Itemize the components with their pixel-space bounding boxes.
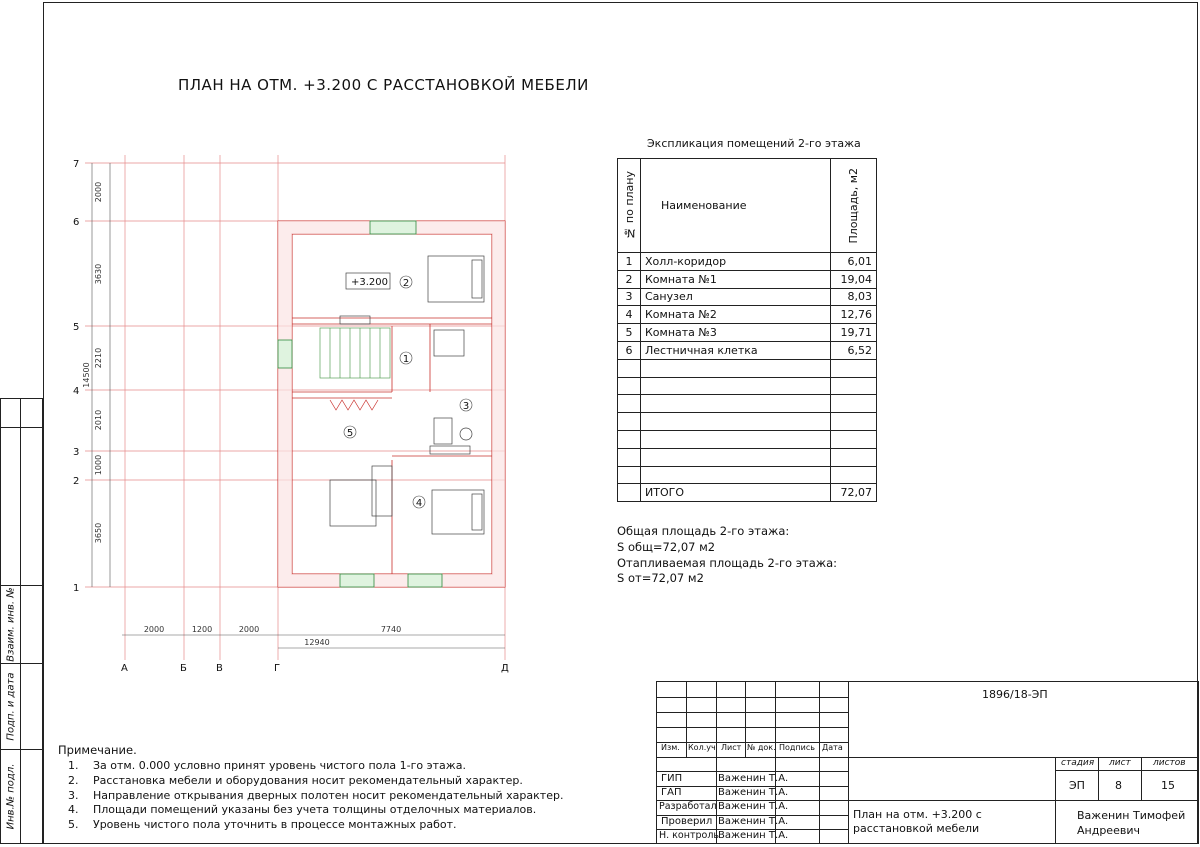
- table-row: 1 Холл-коридор 6,01: [618, 253, 877, 271]
- stairs: [320, 328, 390, 378]
- sheets-value: 15: [1161, 779, 1175, 792]
- role-name: Важенин Т.А.: [718, 801, 789, 812]
- role-name: Важенин Т.А.: [718, 830, 789, 841]
- role-label: Проверил: [661, 816, 713, 827]
- drawing-code: 1896/18-ЭП: [982, 688, 1048, 701]
- vertical-dims: [82, 182, 103, 543]
- room-number: 5: [346, 428, 354, 439]
- role-label: ГИП: [661, 773, 683, 784]
- heated-area-label: Отапливаемая площадь 2-го этажа:: [617, 556, 838, 570]
- table-row: 4 Комната №2 12,76: [618, 306, 877, 324]
- role-label: ГАП: [661, 787, 682, 798]
- table-row-empty: [618, 377, 877, 395]
- side-stamp-sign: [0, 663, 43, 750]
- axis-label: 1: [73, 583, 80, 594]
- header-cell: Подпись: [779, 743, 815, 752]
- table-row: 2 Комната №1 19,04: [618, 270, 877, 288]
- side-stamp-label: Подп. и дата: [5, 672, 17, 741]
- role-name: Важенин Т.А.: [718, 787, 789, 798]
- sheets-label: листов: [1153, 758, 1186, 768]
- author: Важенин Тимофей Андреевич: [1077, 809, 1186, 837]
- heated-area-value: S от=72,07 м2: [617, 571, 704, 585]
- axis-label: Б: [180, 663, 187, 674]
- total-area-label: Общая площадь 2-го этажа:: [617, 524, 790, 538]
- page-title: ПЛАН НА ОТМ. +3.200 С РАССТАНОВКОЙ МЕБЕЛИ: [178, 76, 589, 94]
- axis-label: 3: [73, 447, 80, 458]
- header-cell: Дата: [822, 743, 843, 752]
- axis-label: 7: [73, 159, 80, 170]
- table-row-empty: [618, 448, 877, 466]
- axis-label: Г: [274, 663, 281, 674]
- dim-label: 1200: [191, 625, 213, 634]
- sheet-title: План на отм. +3.200 с расстановкой мебели: [853, 808, 982, 835]
- title-block: [656, 681, 1199, 844]
- dim-label: 2000: [143, 625, 165, 634]
- dim-label-overall: 12940: [304, 638, 330, 647]
- role-name: Важенин Т.А.: [718, 773, 789, 784]
- axis-label: В: [216, 663, 223, 674]
- axis-label: Д: [501, 663, 509, 674]
- table-row: 6 Лестничная клетка 6,52: [618, 341, 877, 359]
- floor-plan: [60, 150, 530, 680]
- room-numbers: [347, 278, 469, 509]
- role-label: Н. контроль: [659, 830, 719, 841]
- total-area-value: S общ=72,07 м2: [617, 540, 716, 554]
- table-row-empty: [618, 466, 877, 484]
- header-cell: Кол.уч: [688, 743, 716, 752]
- table-row-empty: [618, 359, 877, 377]
- dim-label: 2010: [94, 409, 103, 431]
- note-item: 3. Направление открывания дверных полотен носит рекомендательный характер.: [68, 789, 564, 802]
- side-stamp-label: Взаим. инв. №: [5, 587, 17, 662]
- table-row: 3 Санузел 8,03: [618, 288, 877, 306]
- table-header-row: [618, 159, 877, 253]
- note-item: 2. Расстановка мебели и оборудования носит рекомендательный характер.: [68, 774, 523, 787]
- note-item: 1. За отм. 0.000 условно принят уровень чистого пола 1-го этажа.: [68, 759, 466, 772]
- table-row-empty: [618, 413, 877, 431]
- room-number: 2: [402, 278, 410, 289]
- note-item: 4. Площади помещений указаны без учета толщины отделочных материалов.: [68, 803, 537, 816]
- sheet-label: лист: [1109, 758, 1131, 768]
- col-area-header: Площадь, м2: [847, 167, 860, 244]
- explication-title: Экспликация помещений 2-го этажа: [647, 137, 861, 150]
- dim-label: 3650: [94, 522, 103, 544]
- stage-label: стадия: [1061, 758, 1095, 768]
- header-cell: Лист: [721, 743, 742, 752]
- horizontal-dims: [144, 625, 401, 647]
- side-stamp-inv: [0, 749, 43, 844]
- col-num-header: № по плану: [622, 171, 636, 240]
- axis-label: А: [121, 663, 128, 674]
- role-label: Разработал: [659, 801, 717, 812]
- col-name-header: Наименование: [641, 159, 831, 253]
- dim-label: 1000: [94, 454, 103, 476]
- table-total-row: ИТОГО 72,07: [618, 484, 877, 502]
- dim-label: 2000: [94, 181, 103, 203]
- note-item: 5. Уровень чистого пола уточнить в процессе монтажных работ.: [68, 818, 457, 831]
- table-row-empty: [618, 395, 877, 413]
- side-stamp-swap: [0, 585, 43, 664]
- dim-label: 2000: [238, 625, 260, 634]
- room-number: 1: [402, 354, 410, 365]
- explication-table: [617, 158, 877, 502]
- dim-label: 2210: [94, 347, 103, 369]
- level-mark: +3.200: [351, 277, 389, 288]
- row-axis-labels: [73, 159, 79, 594]
- col-axis-labels: [121, 663, 509, 674]
- axis-label: 4: [73, 386, 80, 397]
- room-number: 4: [415, 498, 423, 509]
- table-row-empty: [618, 430, 877, 448]
- dim-label: 3630: [94, 263, 103, 285]
- role-name: Важенин Т.А.: [718, 816, 789, 827]
- axis-label: 5: [73, 322, 80, 333]
- notes-heading: Примечание.: [58, 743, 137, 757]
- table-row: 5 Комната №3 19,71: [618, 324, 877, 342]
- dim-label-overall: 14500: [82, 362, 91, 388]
- dim-label: 7740: [380, 625, 402, 634]
- axis-label: 2: [73, 476, 80, 487]
- stage-value: ЭП: [1069, 779, 1085, 792]
- sheet-value: 8: [1115, 779, 1122, 792]
- side-stamp-label: Инв.№ подл.: [5, 763, 17, 830]
- side-stamp-blank: [0, 398, 43, 586]
- axis-label: 6: [73, 217, 80, 228]
- header-cell: № док.: [747, 743, 776, 752]
- room-number: 3: [462, 401, 470, 412]
- header-cell: Изм.: [661, 743, 680, 752]
- furniture: [330, 256, 484, 534]
